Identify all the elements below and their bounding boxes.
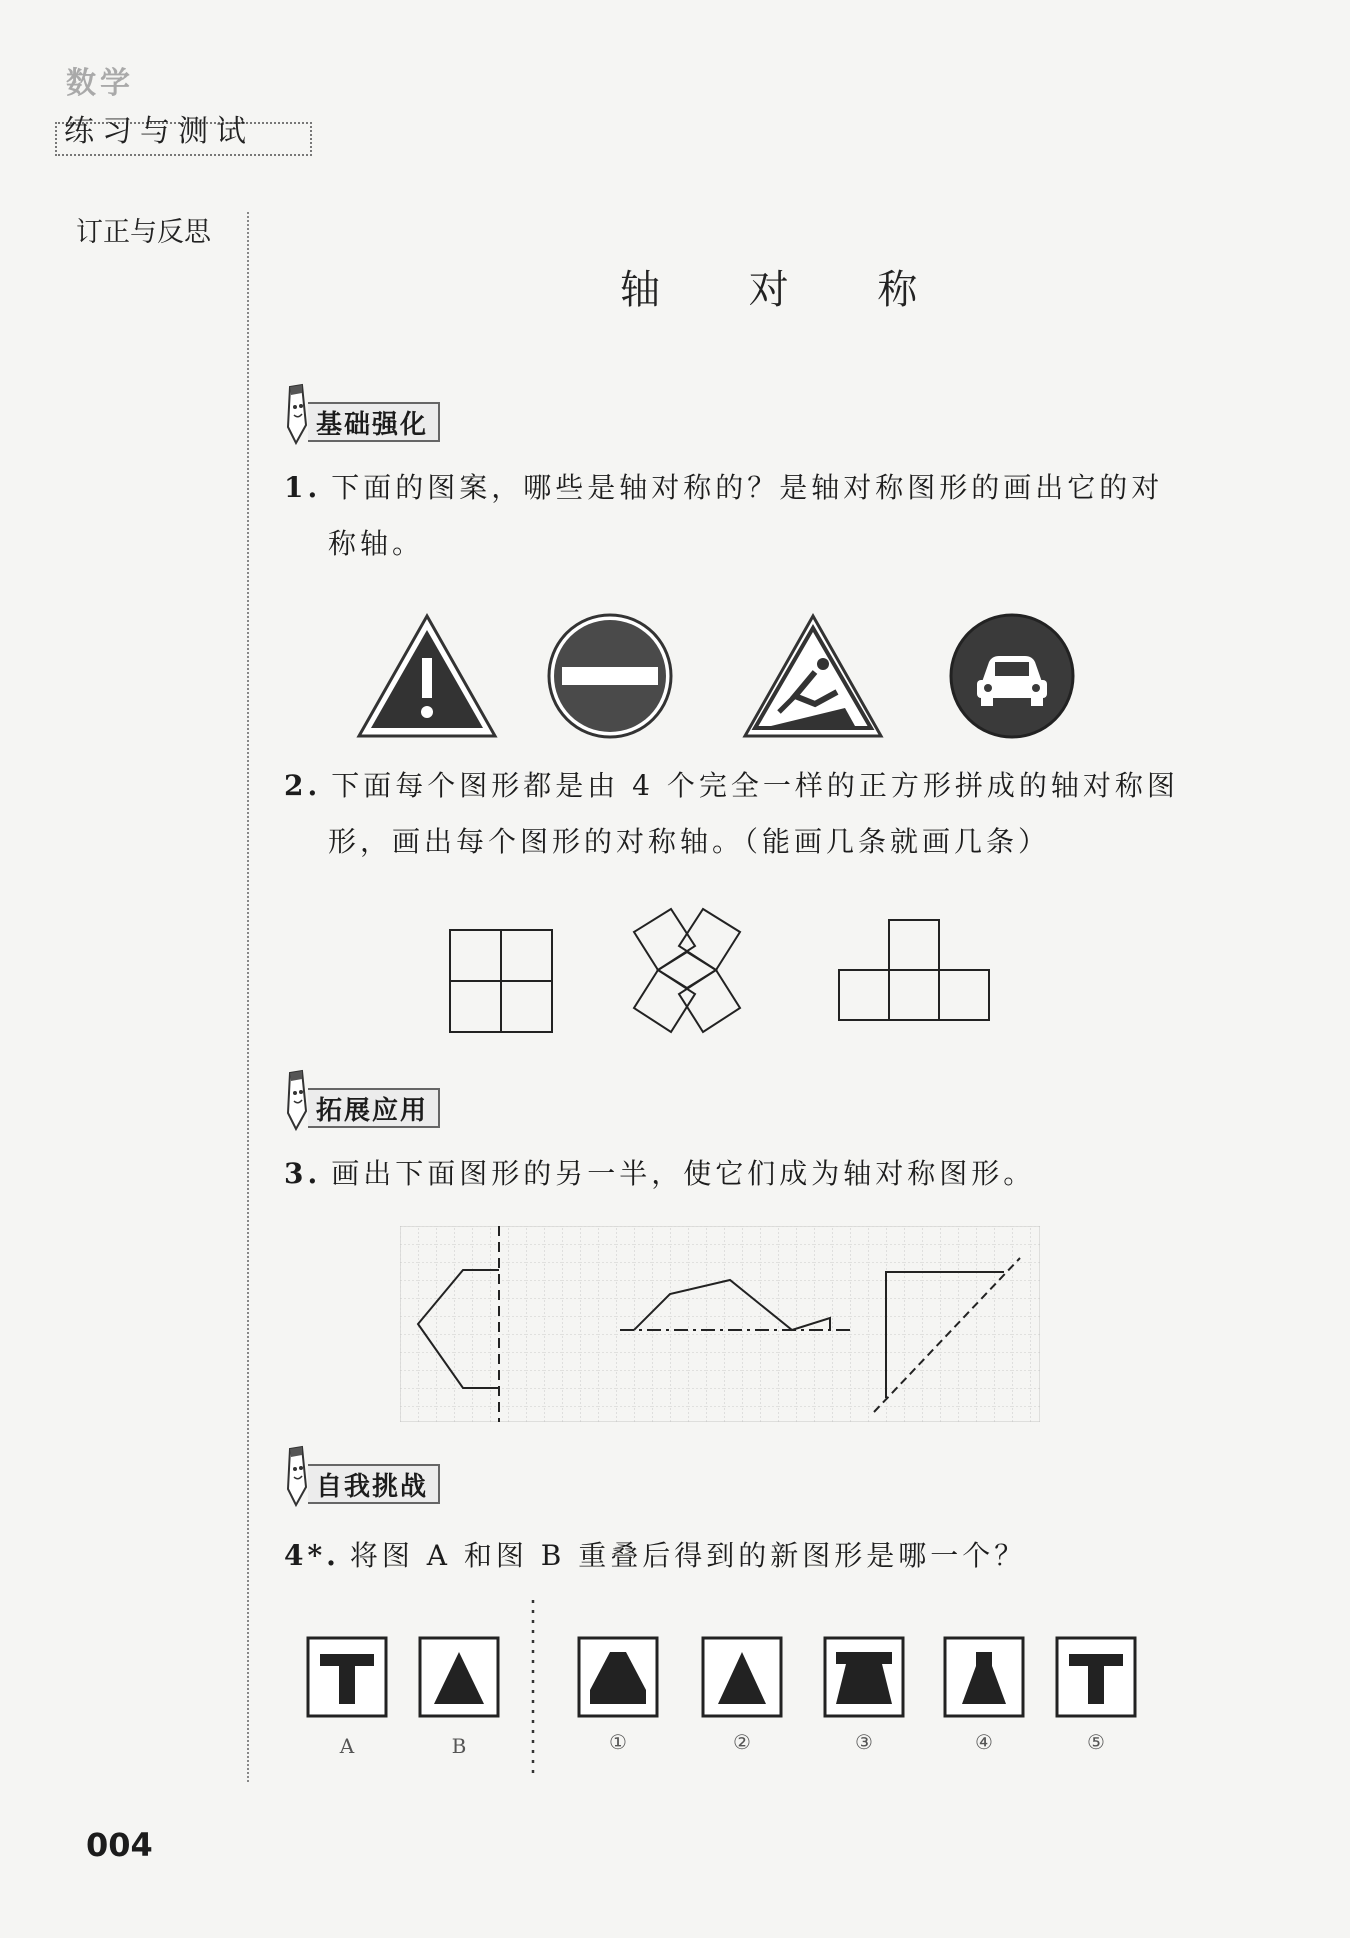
question-2-number: 2. — [284, 769, 322, 802]
figure-b-triangle — [420, 1638, 498, 1716]
margin-divider — [247, 212, 249, 1782]
question-3-number: 3. — [284, 1157, 322, 1190]
figure-label-b: B — [451, 1734, 467, 1758]
option-1-figure — [579, 1638, 657, 1716]
question-1 — [284, 460, 1214, 572]
option-label-2: ② — [733, 1730, 751, 1754]
section-basic — [282, 402, 440, 442]
question-1-text-line1: 下面的图案，哪些是轴对称的？是轴对称图形的画出它的对 — [331, 471, 1164, 504]
option-3-figure — [825, 1638, 903, 1716]
warning-triangle-sign — [359, 616, 495, 736]
section-challenge-label: 自我挑战 — [308, 1464, 440, 1504]
question-2-text-line2: 形，画出每个图形的对称轴。（能画几条就画几条） — [328, 825, 1051, 858]
t-shape-figure — [839, 920, 989, 1020]
option-label-5: ⑤ — [1087, 1730, 1105, 1754]
question-4 — [284, 1528, 1214, 1584]
section-basic-label: 基础强化 — [308, 402, 440, 442]
rotated-squares-figure — [634, 909, 740, 1032]
subject-label: 数学 — [66, 66, 134, 101]
question-4-number: 4*. — [284, 1539, 340, 1572]
section-extend — [282, 1088, 440, 1128]
no-entry-sign — [549, 615, 671, 737]
question-1-text-line2: 称轴。 — [328, 527, 425, 560]
question-3-text-line1: 画出下面图形的另一半，使它们成为轴对称图形。 — [331, 1157, 1036, 1190]
correction-column-label: 订正与反思 — [76, 217, 211, 248]
figure-label-a: A — [339, 1734, 355, 1758]
section-challenge — [282, 1464, 440, 1504]
page-number: 004 — [86, 1826, 153, 1864]
page-title: 轴 对 称 — [620, 267, 956, 313]
figure-a-t-shape — [308, 1638, 386, 1716]
series-title: 练习与测试 — [64, 114, 254, 149]
option-5-figure — [1057, 1638, 1135, 1716]
slippery-road-sign — [745, 616, 881, 736]
question-2-text-line1: 下面每个图形都是由 4 个完全一样的正方形拼成的轴对称图 — [331, 769, 1179, 802]
question-3 — [284, 1146, 1214, 1202]
option-4-figure — [945, 1638, 1023, 1716]
option-2-figure — [703, 1638, 781, 1716]
car-prohibition-sign — [951, 615, 1073, 737]
option-label-1: ① — [609, 1730, 627, 1754]
q1-signs — [355, 612, 1095, 742]
q3-drawing-grid — [400, 1226, 1040, 1422]
option-label-3: ③ — [855, 1730, 873, 1754]
question-2 — [284, 758, 1214, 870]
question-1-number: 1. — [284, 471, 322, 504]
section-extend-label: 拓展应用 — [308, 1088, 440, 1128]
option-label-4: ④ — [975, 1730, 993, 1754]
four-square-grid-figure — [450, 930, 552, 1032]
question-4-text-line1: 将图 A 和图 B 重叠后得到的新图形是哪一个？ — [349, 1539, 1027, 1572]
q2-square-figures — [440, 900, 1000, 1050]
